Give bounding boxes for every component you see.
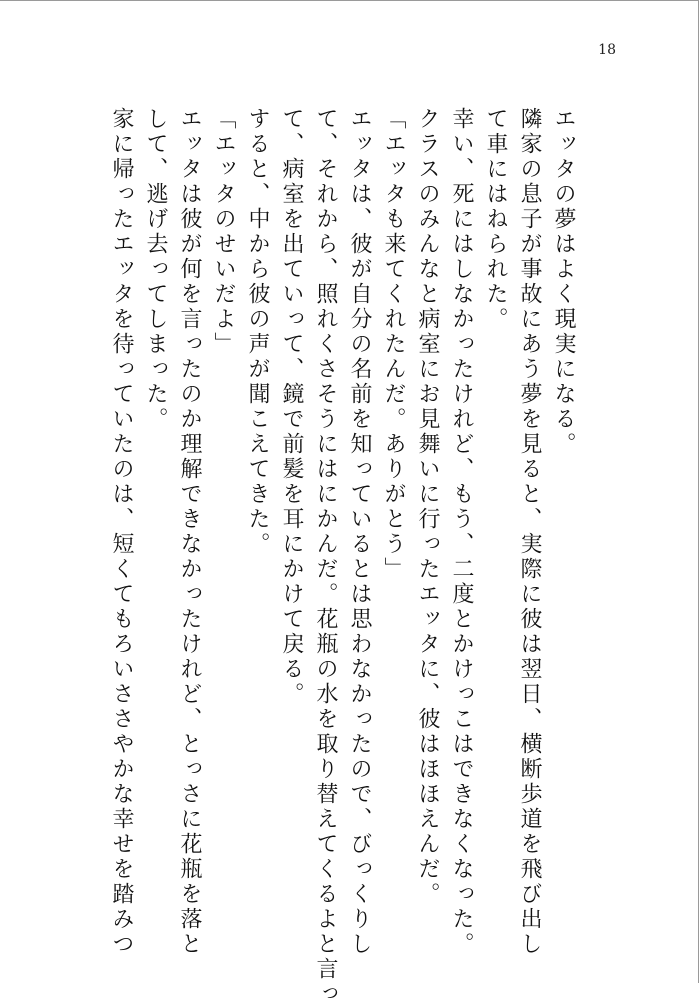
text-line: て、それから、照れくさそうにはにかんだ。花瓶の水を取り替えてくるよと言っ <box>313 107 338 1007</box>
text-line: 幸い、死にはしなかったけれど、もう、二度とかけっこはできなくなった。 <box>449 107 474 957</box>
text-line: 家に帰ったエッタを待っていたのは、短くてもろいささやかな幸せを踏みつ <box>109 107 134 957</box>
text-line: エッタは、彼が自分の名前を知っているとは思わなかったので、びっくりし <box>347 107 372 957</box>
text-line: して、逃げ去ってしまった。 <box>143 107 168 432</box>
text-line: クラスのみんなと病室にお見舞いに行ったエッタに、彼はほほえんだ。 <box>415 107 440 907</box>
vertical-text-body <box>104 107 580 1007</box>
text-line: て、病室を出ていって、鏡で前髪を耳にかけて戻る。 <box>279 107 304 707</box>
text-line: エッタの夢はよく現実になる。 <box>551 107 576 457</box>
text-line: て車にはねられた。 <box>483 107 508 332</box>
text-line: 隣家の息子が事故にあう夢を見ると、実際に彼は翌日、横断歩道を飛び出し <box>517 107 542 957</box>
text-line: 「エッタも来てくれたんだ。ありがとう」 <box>381 107 406 582</box>
text-line: エッタは彼が何を言ったのか理解できなかったけれど、とっさに花瓶を落と <box>177 107 202 957</box>
page-number: 18 <box>598 42 616 58</box>
text-line: すると、中から彼の声が聞こえてきた。 <box>245 107 270 557</box>
text-line: 「エッタのせいだよ」 <box>211 107 236 357</box>
